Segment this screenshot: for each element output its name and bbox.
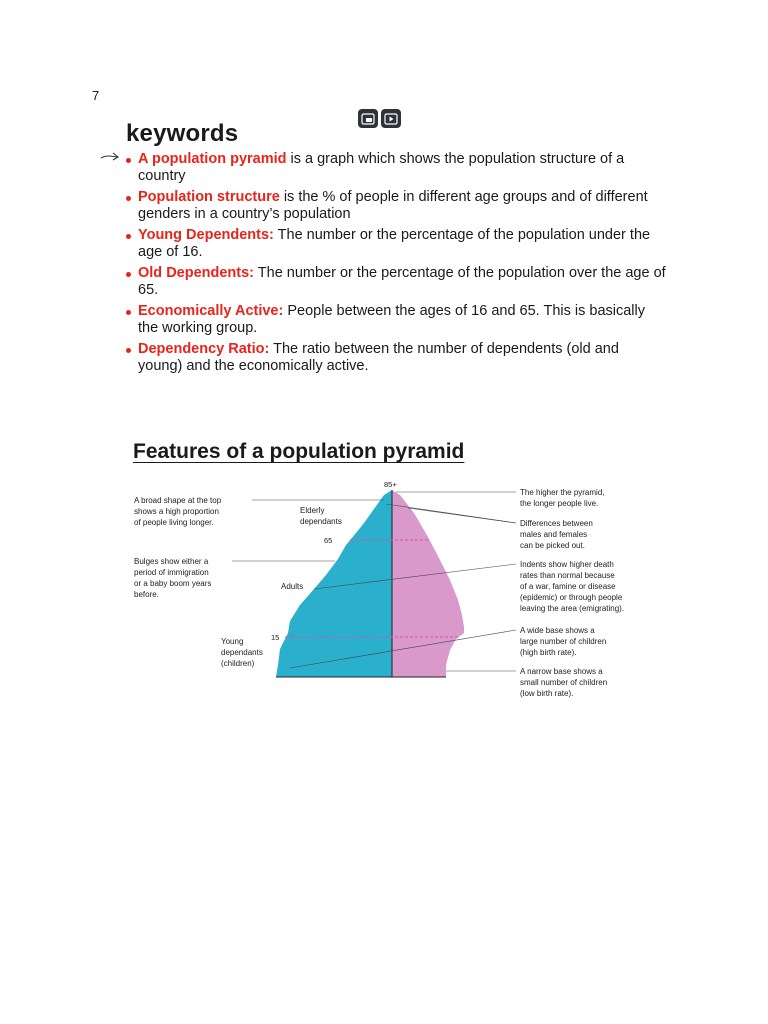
- note-narrow-base: A narrow base shows a small number of children (low birth rate).: [520, 667, 608, 698]
- age-label-85: 85+: [384, 480, 397, 489]
- note-bulges: Bulges show either a period of immigration or a baby boom years before.: [134, 557, 212, 599]
- label-adults: Adults: [281, 582, 304, 591]
- keyword-definition: People between the ages of 16 and 65. This is basically the working group.: [138, 303, 645, 336]
- keyword-definition: The number or the percentage of the population over the age of 65.: [138, 265, 666, 298]
- keywords-list: [126, 151, 666, 379]
- keyword-definition: The number or the percentage of the population under the age of 16.: [138, 227, 651, 260]
- keyword-term: Economically Active:: [138, 303, 284, 319]
- label-young: Young dependants (children): [221, 637, 263, 668]
- keyword-definition: is the % of people in different age groups and of different genders in a country’s population: [138, 189, 648, 222]
- keywords-heading: keywords: [126, 120, 239, 147]
- keyword-term: A population pyramid: [138, 151, 287, 167]
- note-broad-top: A broad shape at the top shows a high proportion of people living longer.: [134, 496, 222, 527]
- keyword-term: Old Dependents:: [138, 265, 255, 281]
- leader-differences-b: [408, 508, 516, 523]
- keyword-definition: is a graph which shows the population structure of a country: [138, 151, 625, 184]
- population-pyramid-figure: [128, 475, 658, 712]
- age-label-15: 15: [271, 633, 280, 642]
- media-toolbar: [358, 109, 401, 128]
- keyword-item: [126, 303, 666, 337]
- note-differences: Differences between males and females can be picked out.: [520, 519, 593, 550]
- features-heading: Features of a population pyramid: [133, 440, 465, 463]
- keyword-item: [126, 227, 666, 261]
- keyword-definition: The ratio between the number of dependents (old and young) and the economically active.: [138, 341, 619, 374]
- keyword-item: [126, 189, 666, 223]
- label-elderly: Elderly dependants: [300, 506, 342, 526]
- keyword-item: [126, 341, 666, 375]
- screen-share-icon[interactable]: [358, 109, 378, 128]
- note-higher-pyramid: The higher the pyramid, the longer people live.: [520, 488, 605, 508]
- note-wide-base: A wide base shows a large number of children (high birth rate).: [520, 626, 607, 657]
- page-number: 7: [92, 88, 100, 103]
- note-indents: Indents show higher death rates than normal because of a war, famine or disease (epidemic) or through people leaving the area (emigrating).: [520, 560, 625, 613]
- keyword-term: Population structure: [138, 189, 280, 205]
- keyword-item: [126, 151, 666, 185]
- keyword-term: Young Dependents:: [138, 227, 274, 243]
- population-pyramid-diagram: [128, 475, 658, 707]
- age-label-65: 65: [324, 536, 333, 545]
- pen-arrow-icon: [100, 150, 124, 164]
- keyword-item: [126, 265, 666, 299]
- video-play-icon[interactable]: [381, 109, 401, 128]
- keyword-term: Dependency Ratio:: [138, 341, 270, 357]
